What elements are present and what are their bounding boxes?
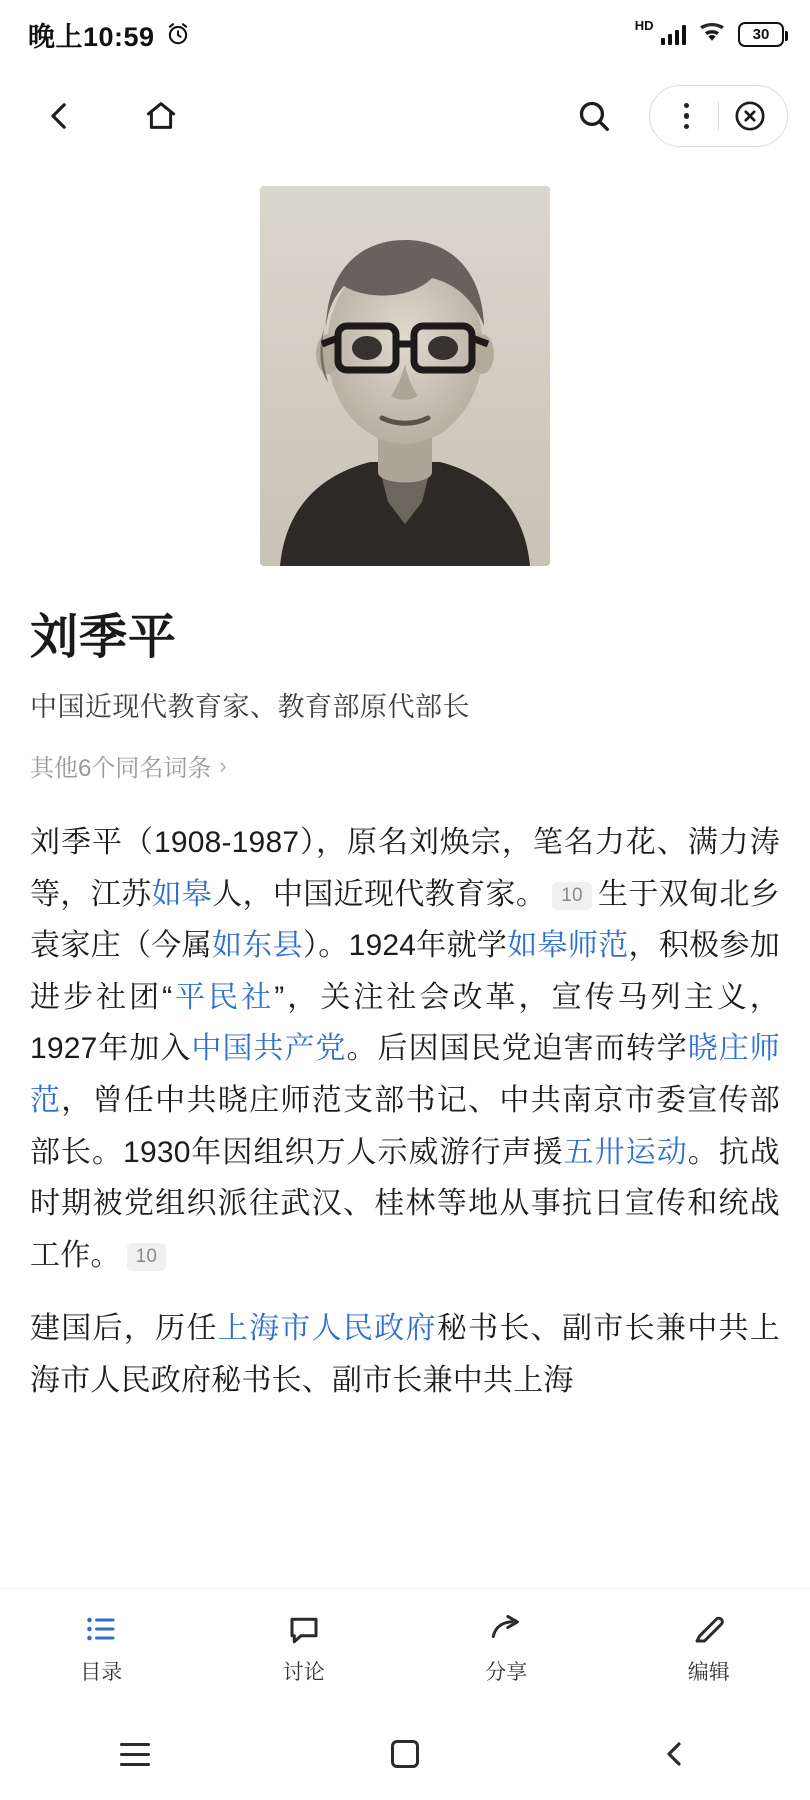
article-text: ）。1924年就学 (302, 929, 508, 963)
app-bar-left (30, 87, 190, 145)
article-text: 人，中国近现代教育家。 (212, 877, 547, 911)
chevron-right-icon: › (219, 752, 227, 778)
article-link[interactable]: 五卅运动 (563, 1135, 688, 1169)
back-button[interactable] (30, 87, 88, 145)
close-circle-icon (733, 99, 767, 133)
article-text: ，积极参加进步社团“ (30, 929, 781, 1014)
toolbar-item-edit[interactable] (608, 1611, 810, 1686)
alias-entries-label: 其他6个同名词条 (30, 755, 212, 782)
bottom-toolbar (0, 1588, 810, 1708)
close-button[interactable] (719, 86, 781, 146)
status-bar (0, 0, 810, 68)
more-options-button[interactable] (656, 86, 718, 146)
back-chevron-icon (41, 98, 77, 134)
article-text: 。后因国民党迫害而转学 (346, 1032, 688, 1066)
recents-button[interactable] (75, 1719, 195, 1789)
alias-entries-link[interactable] (30, 748, 780, 783)
toolbar-label: 目录 (80, 1661, 123, 1684)
reference-badge[interactable]: 10 (552, 882, 592, 911)
article-link[interactable]: 上海市人民政府 (217, 1312, 437, 1346)
article-link[interactable]: 平民社 (172, 980, 275, 1014)
portrait-illustration (260, 186, 550, 566)
app-bar (0, 68, 810, 164)
alarm-clock-icon (165, 21, 191, 47)
toolbar-label: 讨论 (282, 1661, 325, 1684)
home-button[interactable] (132, 87, 190, 145)
recents-menu-icon (120, 1743, 150, 1766)
more-options-icon (684, 103, 690, 130)
signal-bars-icon (661, 23, 687, 45)
search-icon (575, 97, 613, 135)
status-time: 晚上10:59 (28, 21, 155, 52)
article-body (30, 817, 780, 1407)
reference-badge[interactable]: 10 (127, 1243, 167, 1272)
share-icon (488, 1611, 524, 1647)
toolbar-item-share[interactable] (405, 1611, 608, 1686)
article-text: 建国后，历任 (30, 1312, 218, 1346)
battery-level: 30 (752, 25, 770, 43)
search-button[interactable] (565, 87, 623, 145)
comment-icon (286, 1611, 322, 1647)
system-nav-bar (0, 1708, 810, 1800)
toolbar-item-catalog[interactable] (0, 1611, 203, 1686)
article-text: ”，关注社会改革，宣传马列主义，1927年加入 (30, 980, 780, 1066)
battery-indicator (738, 22, 784, 47)
portrait-photo[interactable] (260, 186, 550, 566)
article-text: 生于双甸北乡袁家庄（今属 (30, 877, 780, 963)
article-text: ，曾任中共晓庄师范支部书记、中共南京市委宣传部部长。1930年因组织万人示威游行声援 (30, 1083, 780, 1169)
article-link[interactable]: 中国共产党 (191, 1032, 347, 1066)
edit-pencil-icon (691, 1611, 727, 1647)
article-paragraph (30, 817, 780, 1281)
article-content[interactable] (0, 164, 810, 1588)
article-link[interactable]: 如皋师范 (507, 929, 629, 963)
page-subtitle: 中国近现代教育家、教育部原代部长 (30, 692, 470, 722)
content-fade (0, 1528, 810, 1588)
toolbar-label: 编辑 (687, 1661, 730, 1684)
page-title: 刘季平 (30, 611, 178, 664)
article-link[interactable]: 如皋 (151, 877, 213, 911)
portrait-container (30, 186, 780, 566)
article-link[interactable]: 如东县 (211, 929, 303, 963)
home-icon (143, 98, 179, 134)
back-chevron-icon (659, 1738, 691, 1770)
article-link[interactable]: 晓庄师范 (30, 1032, 781, 1117)
article-paragraph (30, 1303, 780, 1406)
wifi-icon (697, 20, 727, 48)
toolbar-label: 分享 (485, 1661, 528, 1684)
home-nav-button[interactable] (345, 1719, 465, 1789)
article-text: 秘书长、副市长兼中共上海市人民政府秘书长、副市长兼中共上海 (30, 1312, 781, 1397)
status-bar-right (634, 17, 784, 48)
article-text: 。抗战时期被党组织派往武汉、桂林等地从事抗日宣传和统战工作。 (30, 1135, 780, 1272)
menu-capsule (649, 85, 789, 147)
list-catalog-icon (83, 1611, 119, 1647)
home-square-icon (391, 1740, 419, 1768)
article-text: 刘季平（1908-1987），原名刘焕宗，笔名力花、满力涛等，江苏 (30, 826, 780, 911)
toolbar-item-discuss[interactable] (203, 1611, 406, 1686)
hd-icon: HD (634, 17, 654, 33)
back-nav-button[interactable] (615, 1719, 735, 1789)
status-bar-left (28, 15, 191, 54)
